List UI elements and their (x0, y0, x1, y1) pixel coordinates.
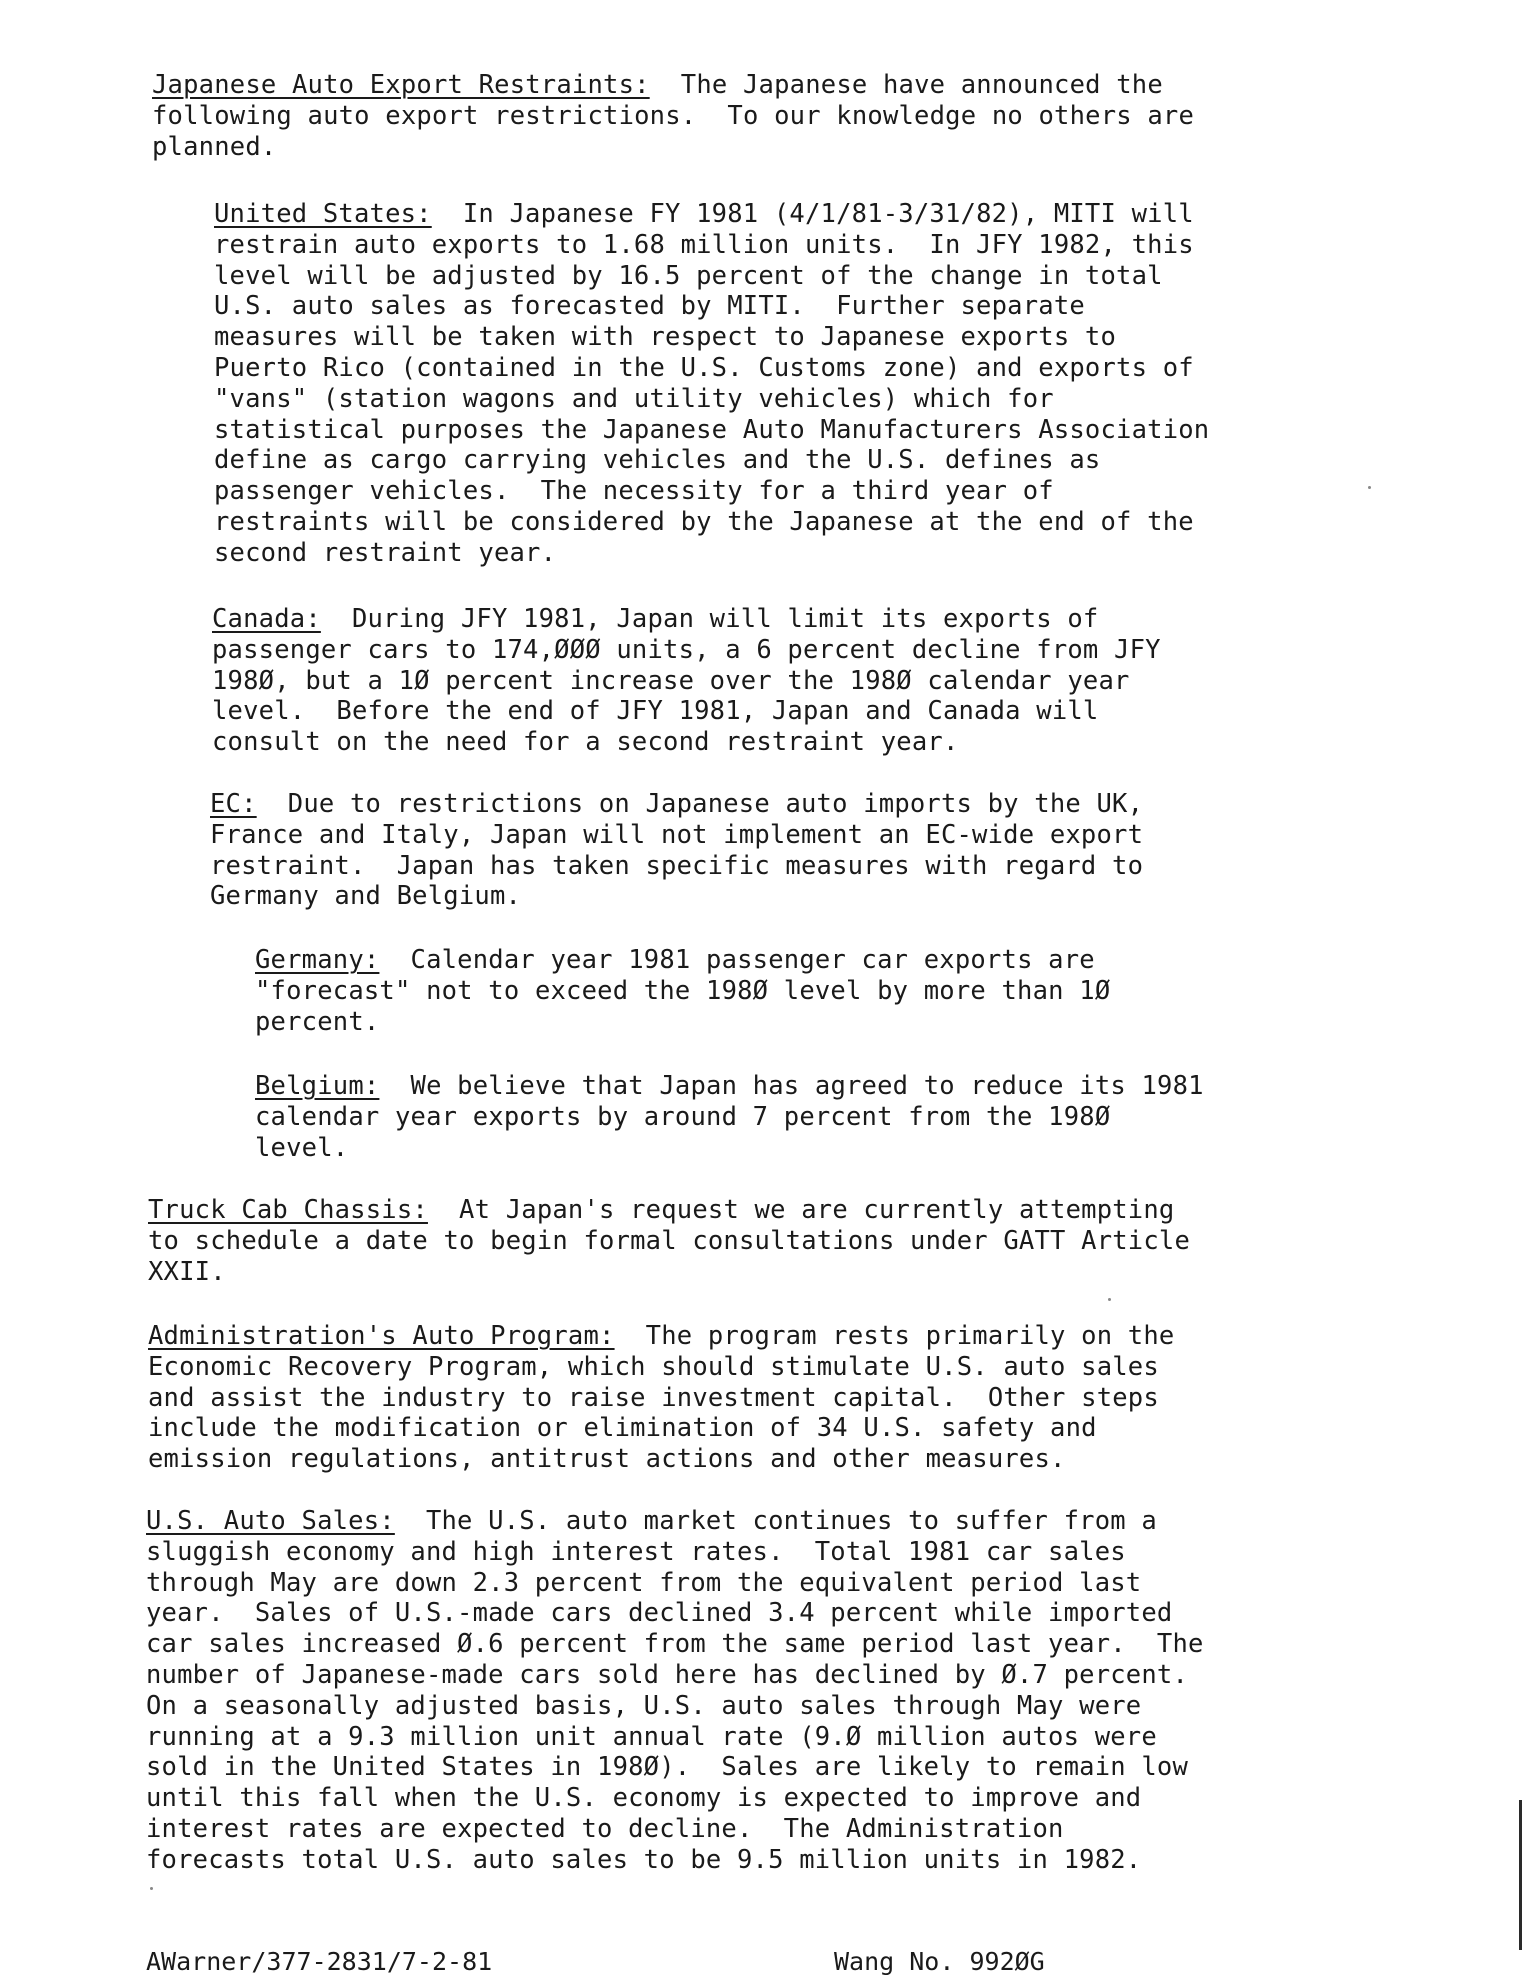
scan-edge-line (1519, 1800, 1522, 1950)
footer-author-line: AWarner/377-2831/7-2-81 (146, 1947, 493, 1976)
body-canada: During JFY 1981, Japan will limit its exports of passenger cars to 174,ØØØ units, a 6 percent decline from JFY 198Ø, but a 1Ø percent increase over the 198Ø calendar year level. Before the end of JFY 1981, Japan and Canada will consult on the need for a second restraint year. (212, 604, 1161, 758)
body-japanese-restraints: The Japanese have announced the following auto export restrictions. To our knowledge no others are planned. (152, 70, 1195, 162)
body-administration-program: The program rests primarily on the Economic Recovery Program, which should stimulate U.S. auto sales and assist the industry to raise investment capital. Other steps include the modification or elimination of 34 U.S. safety and emission regulations, antitrust actions and other measures. (148, 1321, 1175, 1475)
heading-japanese-restraints: Japanese Auto Export Restraints: (152, 70, 650, 100)
paragraph-administration-program (148, 1321, 1174, 1475)
paragraph-us-auto-sales (146, 1506, 1204, 1876)
body-us-auto-sales: The U.S. auto market continues to suffer from a sluggish economy and high interest rates. Total 1981 car sales through May are down 2.3 percent from the equivalent period last year. Sales of U.S.-made cars declined 3.4 percent while imported car sales increased Ø.6 percent from the same period last year. The number of Japanese-made cars sold here has declined by Ø.7 percent. On a seasonally adjusted basis, U.S. auto sales through May were running at a 9.3 million unit annual rate (9.Ø million autos were sold in the United States in 198Ø). Sales are likely to remain low until this fall when the U.S. economy is expected to improve and interest rates are expected to decline. The Administration forecasts total U.S. auto sales to be 9.5 million units in 1982. (146, 1506, 1204, 1875)
body-belgium: We believe that Japan has agreed to reduce its 1981 calendar year exports by around 7 percent from the 198Ø level. (255, 1071, 1204, 1163)
footer-document-number: Wang No. 992ØG (834, 1947, 1045, 1976)
heading-ec: EC: (210, 789, 257, 819)
paragraph-belgium (255, 1071, 1204, 1163)
body-truck-cab-chassis: At Japan's request we are currently attempting to schedule a date to begin formal consultations under GATT Article XXII. (148, 1195, 1191, 1287)
paragraph-germany (255, 945, 1110, 1037)
paragraph-canada (212, 604, 1161, 758)
body-ec: Due to restrictions on Japanese auto imports by the UK, France and Italy, Japan will not implement an EC-wide export restraint. Japan has taken specific measures with regard to Germany and Belgium. (210, 789, 1144, 912)
heading-truck-cab-chassis: Truck Cab Chassis: (148, 1195, 428, 1225)
heading-administration-program: Administration's Auto Program: (148, 1321, 615, 1351)
scan-speck (1108, 1298, 1111, 1301)
paragraph-japanese-restraints (152, 70, 1194, 162)
heading-germany: Germany: (255, 945, 380, 975)
body-united-states: In Japanese FY 1981 (4/1/81-3/31/82), MITI will restrain auto exports to 1.68 million units. In JFY 1982, this level will be adjusted by 16.5 percent of the change in total U.S. auto sales as forecasted by MITI. Further separate measures will be taken with respect to Japanese exports to Puerto Rico (contained in the U.S. Customs zone) and exports of "vans" (station wagons and utility vehicles) which for statistical purposes the Japanese Auto Manufacturers Association define as cargo carrying vehicles and the U.S. defines as passenger vehicles. The necessity for a third year of restraints will be considered by the Japanese at the end of the second restraint year. (214, 199, 1210, 568)
heading-us-auto-sales: U.S. Auto Sales: (146, 1506, 395, 1536)
scan-speck (1368, 486, 1371, 489)
scan-speck (150, 1887, 153, 1890)
paragraph-ec (210, 789, 1143, 912)
paragraph-truck-cab-chassis (148, 1195, 1190, 1287)
heading-united-states: United States: (214, 199, 432, 229)
heading-belgium: Belgium: (255, 1071, 380, 1101)
paragraph-united-states (214, 199, 1209, 569)
heading-canada: Canada: (212, 604, 321, 634)
body-germany: Calendar year 1981 passenger car exports are "forecast" not to exceed the 198Ø level by more than 1Ø percent. (255, 945, 1111, 1037)
